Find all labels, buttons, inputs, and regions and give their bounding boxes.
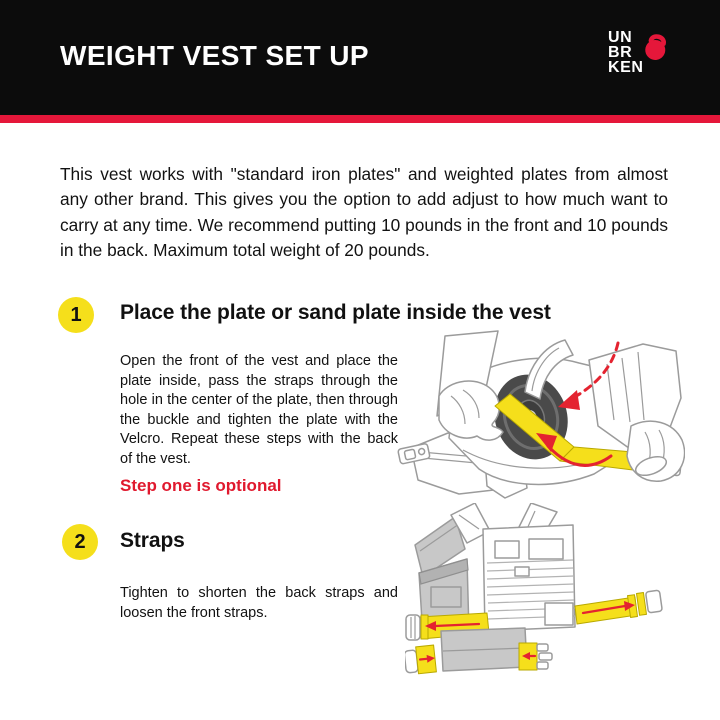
- step-1-description: Open the front of the vest and place the plate inside, pass the straps through the hole in the center of the plate, then through the buckle and tighten the plate with the Velcro. Repeat these steps with the back of the vest.: [120, 353, 398, 467]
- vest-straps-illustration: [405, 503, 665, 693]
- brand-logo: [608, 31, 666, 79]
- logo-line-1: UN: [608, 29, 633, 46]
- kettlebell-icon: [643, 29, 670, 63]
- lower-back-band: [441, 628, 527, 671]
- right-hand: [627, 421, 684, 481]
- accent-stripe: [0, 115, 720, 123]
- step-1-note: Step one is optional: [120, 476, 282, 495]
- step-1-title: Place the plate or sand plate inside the vest: [120, 301, 551, 324]
- step-1-badge: 1: [58, 297, 94, 333]
- logo-line-3: KEN: [608, 58, 644, 76]
- step-2-badge: 2: [62, 524, 98, 560]
- bottom-left-buckle: [405, 645, 436, 675]
- header-bar: [0, 0, 720, 115]
- page-title: WEIGHT VEST SET UP: [60, 40, 370, 71]
- step-2-title: Straps: [120, 529, 185, 552]
- logo-line-2: BR: [608, 43, 633, 61]
- step-2-description: Tighten to shorten the back straps and loosen the front straps.: [120, 585, 398, 621]
- right-waist-strap: [575, 590, 662, 624]
- front-vest-panel: [483, 525, 575, 631]
- bottom-middle-buckle: [519, 643, 552, 670]
- open-vest-plate-illustration: [393, 330, 685, 500]
- intro-paragraph: This vest works with "standard iron plates" and weighted plates from almost any other brand. This gives you the option to add adjust to how much want to carry at any time. We recommend putting 10 pounds in the front and 10 pounds in the back. Maximum total weight of 20 pounds.: [60, 164, 668, 261]
